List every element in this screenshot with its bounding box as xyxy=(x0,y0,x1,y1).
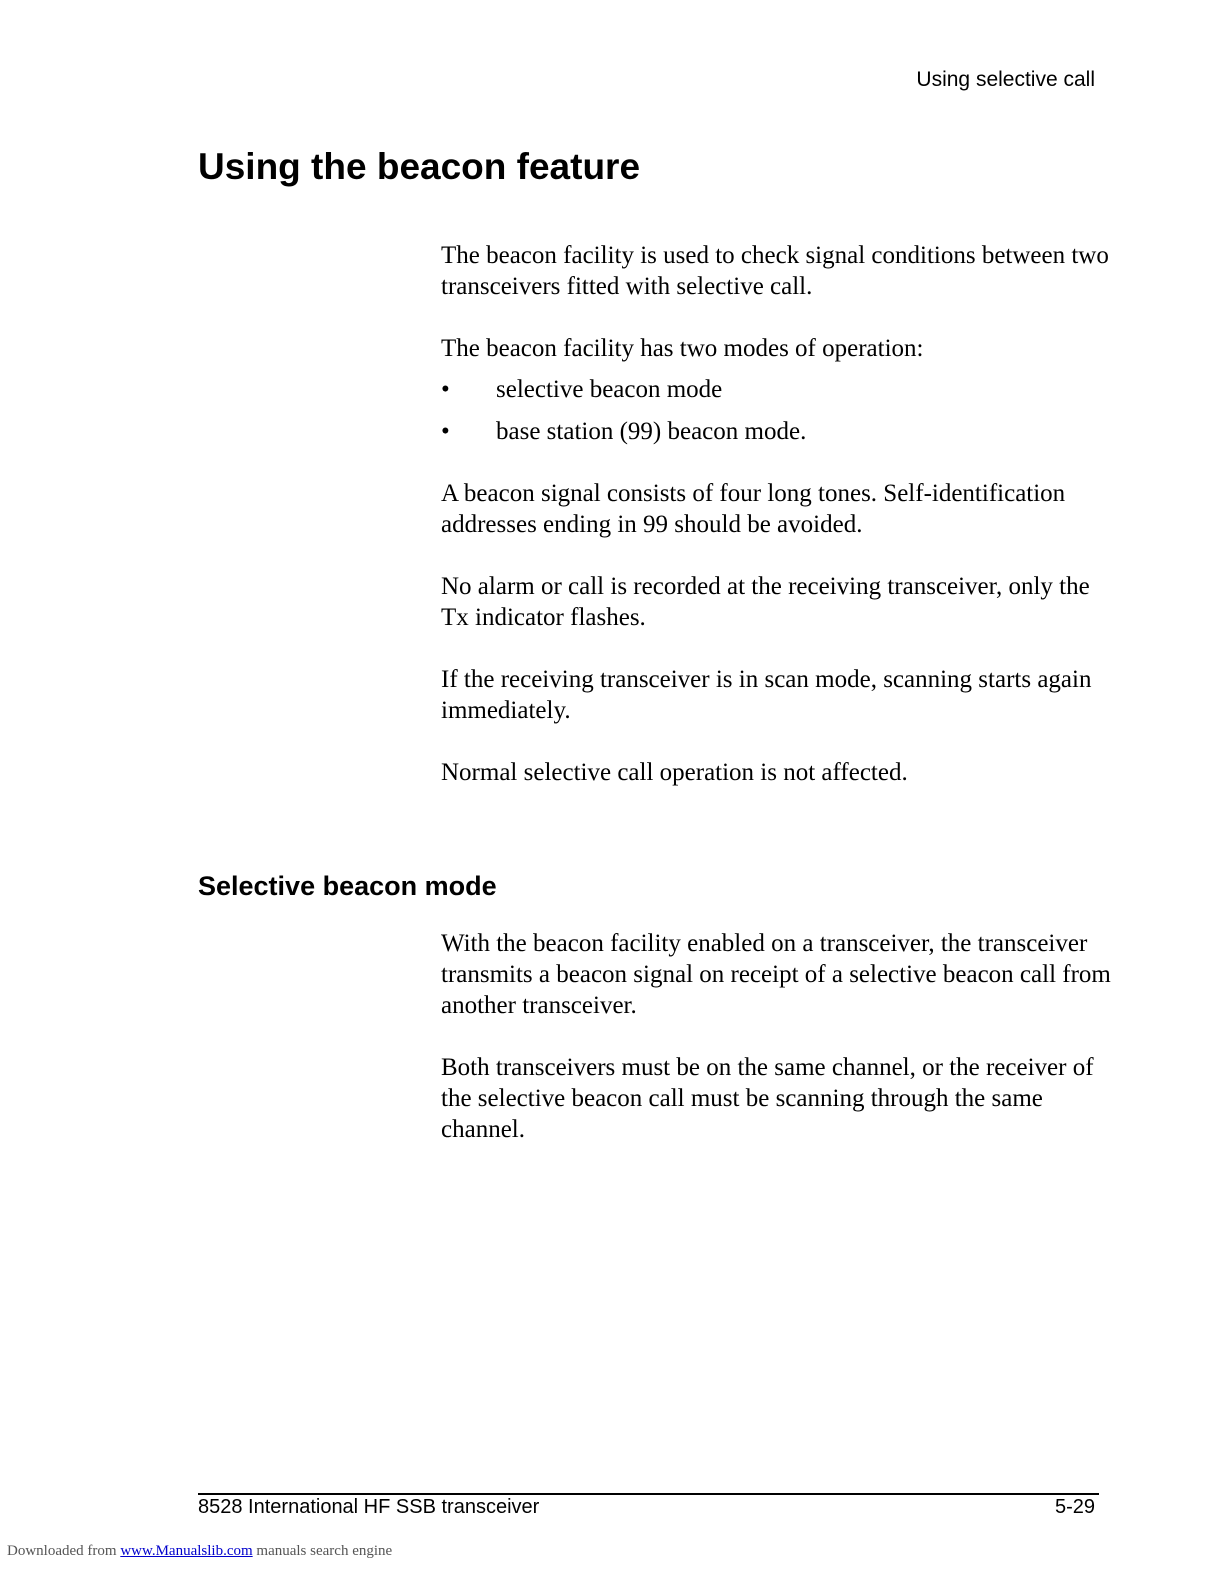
paragraph-enabled: With the beacon facility enabled on a transceiver, the transceiver transmits a beacon signal on receipt of a selective beacon call from another transceiver. xyxy=(441,930,1111,1019)
paragraph-normal: Normal selective call operation is not affected. xyxy=(441,759,908,786)
section-title: Using the beacon feature xyxy=(198,146,641,187)
mode-label: selective beacon mode xyxy=(496,376,723,403)
subsection-body xyxy=(441,928,1111,1176)
footer-manual-title: 8528 International HF SSB transceiver xyxy=(198,1496,540,1518)
section-body xyxy=(441,240,1111,819)
paragraph-no-alarm: No alarm or call is recorded at the receiving transceiver, only the Tx indicator flashes. xyxy=(441,573,1090,631)
paragraph-intro: The beacon facility is used to check signal conditions between two transceivers fitted with selective call. xyxy=(441,242,1109,300)
paragraph-signal: A beacon signal consists of four long tones. Self-identification addresses ending in 99 should be avoided. xyxy=(441,480,1066,538)
list-item xyxy=(441,416,1111,447)
subsection-title: Selective beacon mode xyxy=(198,871,497,901)
modes-list xyxy=(441,374,1111,447)
paragraph-scan: If the receiving transceiver is in scan mode, scanning starts again immediately. xyxy=(441,666,1092,724)
footer-rule xyxy=(198,1493,1099,1495)
paragraph-channel: Both transceivers must be on the same channel, or the receiver of the selective beacon call must be scanning through the same channel. xyxy=(441,1054,1094,1143)
download-note xyxy=(7,1543,392,1560)
download-prefix: Downloaded from xyxy=(7,1543,117,1559)
manualslib-link[interactable]: www.Manualslib.com xyxy=(120,1543,253,1559)
bullet-icon: • xyxy=(441,418,450,445)
mode-label: base station (99) beacon mode. xyxy=(496,418,807,445)
paragraph-modes-lead: The beacon facility has two modes of operation: xyxy=(441,335,924,362)
running-header: Using selective call xyxy=(916,68,1095,91)
list-item xyxy=(441,374,1111,405)
bullet-icon: • xyxy=(441,376,450,403)
footer-page-number: 5-29 xyxy=(1054,1496,1095,1518)
download-suffix: manuals search engine xyxy=(256,1543,393,1559)
